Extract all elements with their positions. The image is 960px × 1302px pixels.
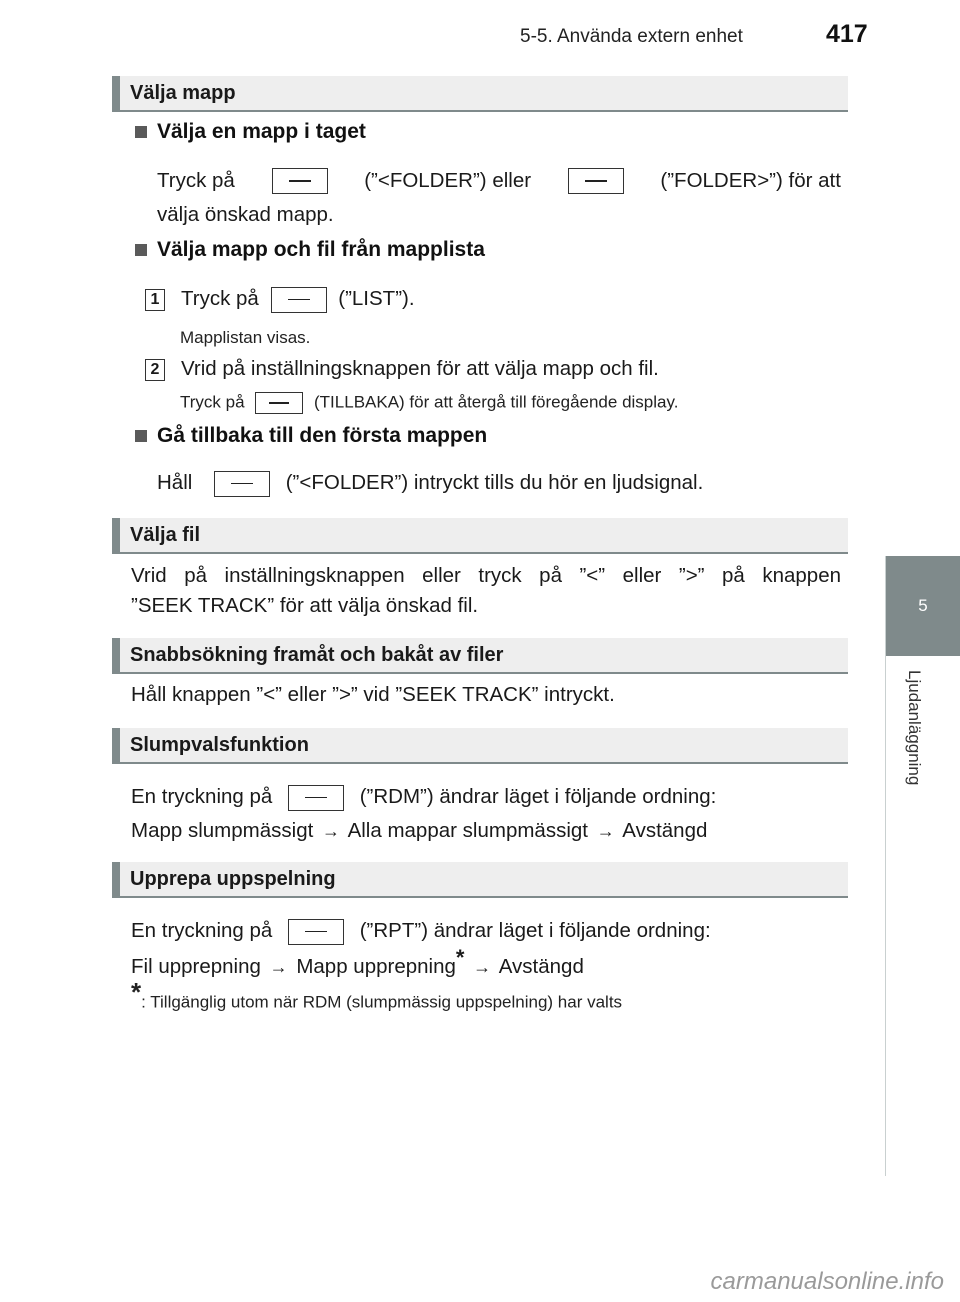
step-2 (145, 354, 659, 384)
paragraph-first-folder (157, 468, 703, 498)
subheading-folder-list (135, 238, 485, 262)
list-button-icon (271, 287, 327, 313)
section-title-random: Slumpvalsfunktion (112, 728, 848, 764)
arrow-right-icon: → (269, 957, 288, 977)
footnote (131, 977, 623, 1013)
subheading-first-folder (135, 424, 487, 448)
back-button-icon (255, 392, 303, 414)
step-2-note (180, 392, 678, 414)
section-title-file: Välja fil (112, 518, 848, 554)
text: En tryckning på (131, 919, 273, 942)
text: (”<FOLDER”) eller (364, 169, 532, 192)
text: Tryck på (157, 169, 235, 192)
text: Tryck på (181, 287, 259, 310)
paragraph-seek: Håll knappen ”<” eller ”>” vid ”SEEK TRACK” intryckt. (131, 683, 615, 706)
text: (”RDM”) ändrar läget i följande ordning: (359, 785, 717, 808)
section-header: 5-5. Använda extern enhet (520, 26, 743, 47)
section-title-folder: Välja mapp (112, 76, 848, 112)
step-number: 1 (145, 289, 165, 311)
arrow-right-icon: → (596, 821, 615, 841)
folder-next-button-icon (568, 168, 624, 194)
footnote-star: * (455, 945, 465, 971)
paragraph-folder-one (157, 166, 841, 230)
section-title-repeat: Upprepa uppspelning (112, 862, 848, 898)
text: Avstängd (498, 955, 584, 978)
text: (”FOLDER>”) för att (660, 169, 841, 192)
paragraph-file (131, 561, 841, 621)
text: Mapp slumpmässigt (131, 819, 314, 842)
text: En tryckning på (131, 785, 273, 808)
text: Mapp upprepning (296, 955, 456, 978)
folder-prev-button-icon (214, 471, 270, 497)
arrow-right-icon: → (473, 957, 492, 977)
text: (”RPT”) ändrar läget i följande ordning: (359, 919, 711, 942)
text: Alla mappar slumpmässigt (347, 819, 588, 842)
chapter-tab-number: 5 (886, 556, 960, 656)
rpt-button-icon (288, 919, 344, 945)
text: : Tillgänglig utom när RDM (slumpmässig uppspelning) har valts (141, 992, 623, 1012)
text: (”LIST”). (338, 287, 415, 310)
step-number: 2 (145, 359, 165, 381)
step-1-note: Mapplistan visas. (180, 328, 311, 347)
chapter-tab-title: Ljudanläggning (905, 670, 924, 786)
subheading-text: Gå tillbaka till den första mappen (157, 424, 488, 447)
square-bullet-icon (135, 430, 147, 442)
page-number: 417 (826, 20, 868, 48)
subheading-text: Välja mapp och fil från mapplista (157, 238, 485, 261)
folder-prev-button-icon (272, 168, 328, 194)
paragraph-random (131, 782, 716, 846)
text: Avstängd (622, 819, 708, 842)
rdm-button-icon (288, 785, 344, 811)
text: ”SEEK TRACK” för att välja önskad fil. (131, 594, 479, 617)
footnote-star: * (131, 977, 142, 1007)
watermark: carmanualsonline.info (710, 1268, 944, 1295)
square-bullet-icon (135, 126, 147, 138)
text: välja önskad mapp. (157, 203, 334, 226)
section-title-seek: Snabbsökning framåt och bakåt av filer (112, 638, 848, 674)
subheading-folder-one (135, 120, 366, 144)
paragraph-repeat (131, 916, 711, 982)
square-bullet-icon (135, 244, 147, 256)
text: Vrid på inställningsknappen eller tryck på ”<” eller ”>” på knappen (131, 564, 841, 587)
text: (”<FOLDER”) intryckt tills du hör en ljudsignal. (285, 471, 704, 494)
step-1 (145, 284, 415, 314)
text: Håll (157, 471, 193, 494)
text: Vrid på inställningsknappen för att välja mapp och fil. (181, 357, 659, 380)
subheading-text: Välja en mapp i taget (157, 120, 366, 143)
arrow-right-icon: → (322, 821, 340, 841)
text: Fil upprepning (131, 955, 261, 978)
text: (TILLBAKA) för att återgå till föregående display. (314, 392, 679, 412)
text: Tryck på (180, 392, 245, 412)
